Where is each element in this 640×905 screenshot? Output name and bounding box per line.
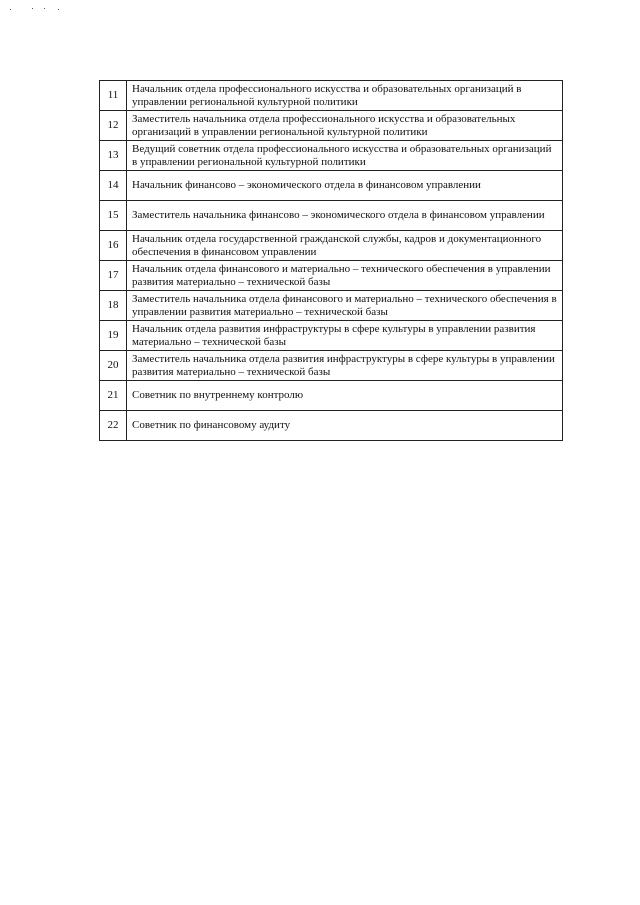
table-row: [100, 261, 563, 291]
table-row: [100, 171, 563, 201]
row-number: 21: [100, 381, 127, 411]
table-row: [100, 81, 563, 111]
position-title: Заместитель начальника отдела профессионального искусства и образовательных организаций в управлении региональной культурной политики: [127, 111, 563, 141]
position-title: Начальник отдела финансового и материально – технического обеспечения в управлении развития материально – технической базы: [127, 261, 563, 291]
position-title: Начальник финансово – экономического отдела в финансовом управлении: [127, 171, 563, 201]
table-row: [100, 141, 563, 171]
position-title: Начальник отдела развития инфраструктуры в сфере культуры в управлении развития материально – технической базы: [127, 321, 563, 351]
row-number: 20: [100, 351, 127, 381]
row-number: 22: [100, 411, 127, 441]
row-number: 15: [100, 201, 127, 231]
position-title: Заместитель начальника отдела финансового и материально – технического обеспечения в управлении развития материально – технической базы: [127, 291, 563, 321]
table-row: [100, 231, 563, 261]
table-row: [100, 111, 563, 141]
row-number: 11: [100, 81, 127, 111]
position-title: Начальник отдела государственной гражданской службы, кадров и документационного обеспечения в финансовом управлении: [127, 231, 563, 261]
row-number: 18: [100, 291, 127, 321]
row-number: 19: [100, 321, 127, 351]
positions-table: [99, 80, 563, 441]
table-row: [100, 291, 563, 321]
positions-table-body: [100, 81, 563, 441]
row-number: 16: [100, 231, 127, 261]
row-number: 13: [100, 141, 127, 171]
row-number: 12: [100, 111, 127, 141]
table-row: [100, 201, 563, 231]
table-row: [100, 411, 563, 441]
table-row: [100, 351, 563, 381]
row-number: 17: [100, 261, 127, 291]
position-title: Заместитель начальника отдела развития инфраструктуры в сфере культуры в управлении развития материально – технической базы: [127, 351, 563, 381]
table-row: [100, 321, 563, 351]
position-title: Начальник отдела профессионального искусства и образовательных организаций в управлении региональной культурной политики: [127, 81, 563, 111]
position-title: Советник по финансовому аудиту: [127, 411, 563, 441]
position-title: Советник по внутреннему контролю: [127, 381, 563, 411]
row-number: 14: [100, 171, 127, 201]
scan-artifacts: [10, 6, 60, 12]
position-title: Ведущий советник отдела профессионального искусства и образовательных организаций в управлении региональной культурной политики: [127, 141, 563, 171]
position-title: Заместитель начальника финансово – экономического отдела в финансовом управлении: [127, 201, 563, 231]
table-row: [100, 381, 563, 411]
